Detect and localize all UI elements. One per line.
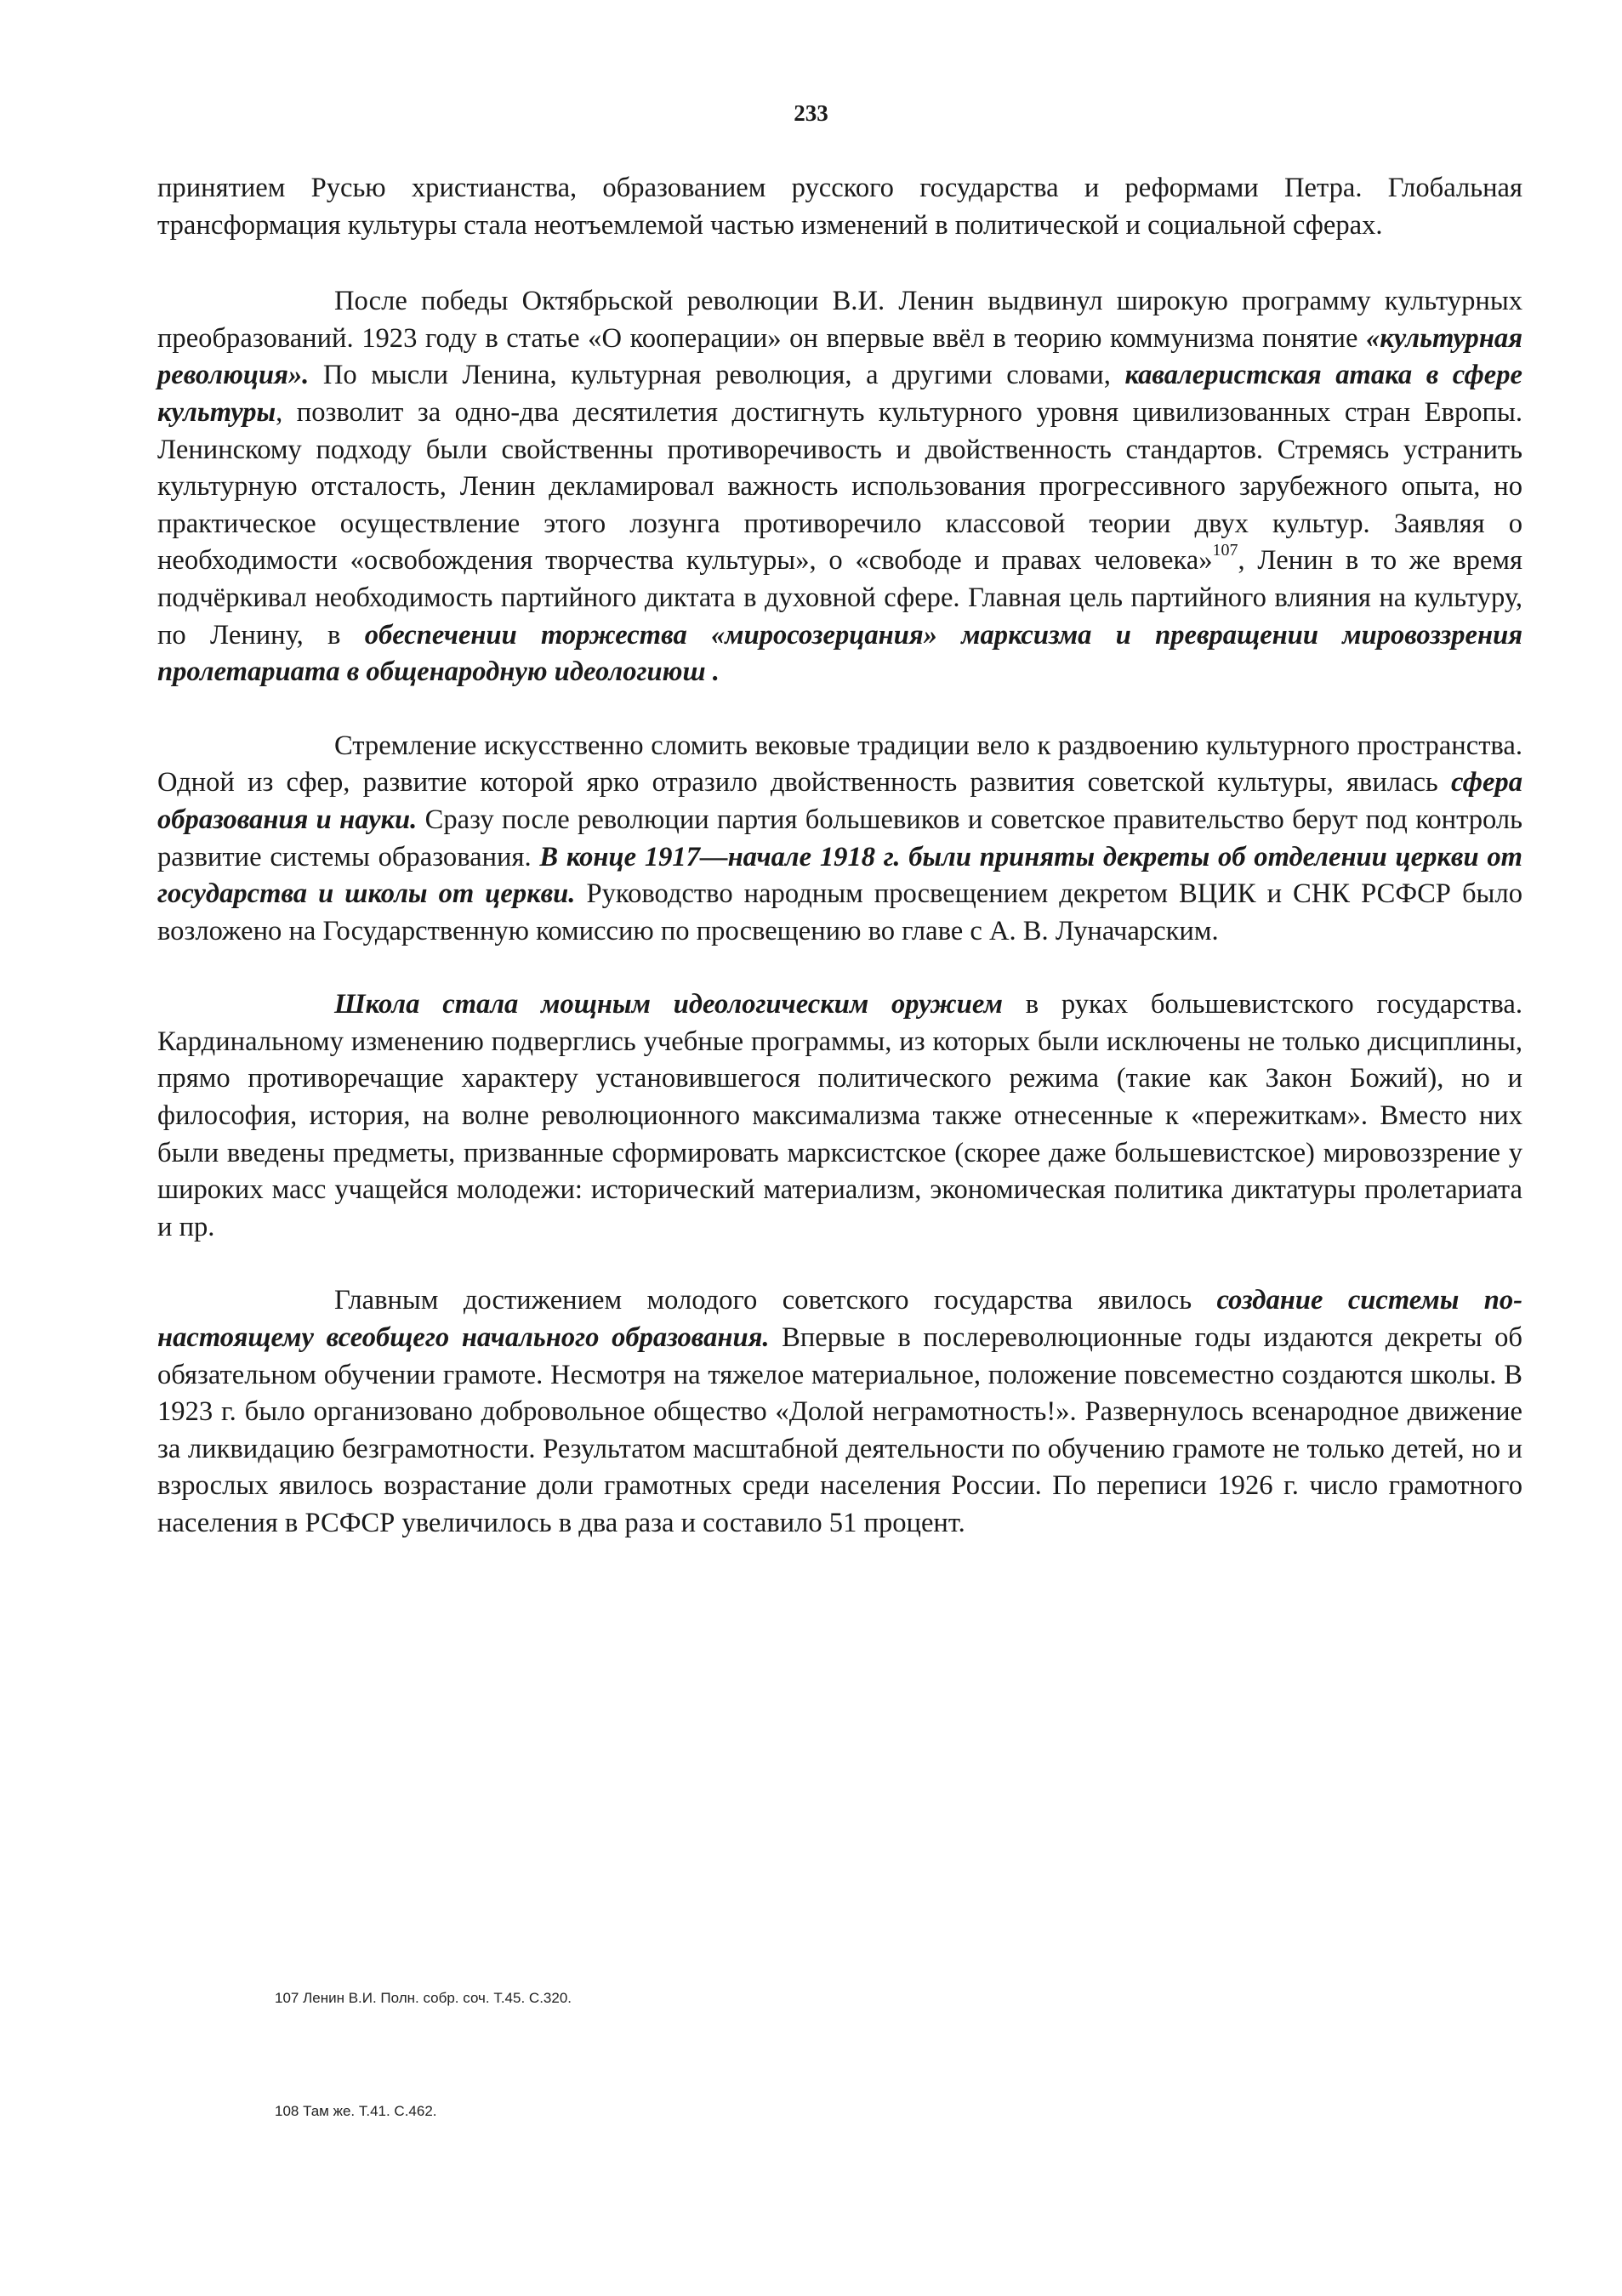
emphasis-text: создание системы по-настоящему всеобщего начального образования. (157, 1285, 1522, 1354)
paragraph-text: После победы Октябрьской революции В.И. Ленин выдвинул широкую программу культурных преобразований. 1923 году в статье «О кооперации» он впервые ввёл в теорию коммунизма понятие (157, 286, 1522, 354)
footnote: 107 Ленин В.И. Полн. собр. соч. Т.45. С.320. (275, 1990, 572, 2006)
footnote-ref: 107 (1212, 541, 1238, 560)
paragraph-text: принятием Русью христианства, образованием русского государства и реформами Петра. Глобальная трансформация культуры стала неотъемлемой частью изменений в политической и социальной сферах. (157, 173, 1522, 241)
emphasis-text: сфера образования и науки. (157, 767, 1522, 835)
emphasis-text: кавалеристская атака в сфере культуры (157, 360, 1522, 428)
emphasis-text: Школа стала мощным идеологическим оружием (334, 989, 1003, 1020)
emphasis-text: обеспечении торжества «миросозерцания» марксизма и превращении мировоззрения пролетариата в общенародную идеологиюш . (157, 619, 1522, 688)
paragraph-text: в руках большевистского государства. Кардинальному изменению подверглись учебные программы, из которых были исключены не только дисциплины, прямо противоречащие характеру установившегося политического режима (такие как Закон Божий), но и философия, история, на волне революционного максимализма также отнесенные к «пережиткам». Вместо них были введены предметы, призванные сформировать марксистское (скорее даже большевистское) мировоззрение у широких масс учащейся молодежи: исторический материализм, экономическая политика диктатуры пролетариата и пр. (157, 989, 1522, 1242)
paragraph-text: , Ленин в то же время подчёркивал необходимость партийного диктата в духовной сфере. Главная цель партийного влияния на культуру, по Ленину, в (157, 545, 1522, 651)
emphasis-text: «культурная революция». (157, 322, 1522, 391)
paragraph (157, 986, 1522, 1246)
paragraph-text: Впервые в послереволюционные годы издаются декреты об обязательном обучении грамоте. Несмотря на тяжелое материальное, положение повсеместно создаются школы. В 1923 г. было организовано добровольное общество «Долой неграмотность!». Развернулось всенародное движение за ликвидацию безграмотности. Результатом масштабной деятельности по обучению грамоте не только детей, но и взрослых явилось возрастание доли грамотных среди населения России. По переписи 1926 г. число грамотного населения в РСФСР увеличилось в два раза и составило 51 процент. (157, 1322, 1522, 1538)
paragraph (157, 728, 1522, 951)
paragraph-text: , позволит за одно-два десятилетия достигнуть культурного уровня цивилизованных стран Европы. Ленинскому подходу были свойственны противоречивость и двойственность стандартов. Стремясь устранить культурную отсталость, Ленин декламировал важность использования прогрессивного зарубежного опыта, но практическое осуществление этого лозунга противоречило классовой теории двух культур. Заявляя о необходимости «освобождения творчества культуры», о «свободе и правах человека» (157, 396, 1522, 577)
paragraph (157, 1282, 1522, 1542)
emphasis-text: В конце 1917—начале 1918 г. были приняты декреты об отделении церкви от государства и школы от церкви. (157, 841, 1522, 910)
footnote: 108 Там же. Т.41. С.462. (275, 2103, 437, 2119)
paragraph-text: Руководство народным просвещением декретом ВЦИК и СНК РСФСР было возложено на Государственную комиссию по просвещению во главе с А. В. Луначарским. (157, 878, 1522, 946)
paragraph-text: Сразу после революции партия большевиков и советское правительство берут под контроль развитие системы образования. (157, 804, 1523, 872)
page-number: 233 (794, 100, 828, 126)
paragraph-text: Главным достижением молодого советского государства явилось (334, 1285, 1217, 1316)
paragraph (157, 170, 1522, 244)
paragraph-text: По мысли Ленина, культурная революция, а другими словами, (309, 360, 1125, 391)
body-text (157, 170, 1522, 1579)
paragraph-text: Стремление искусственно сломить вековые традиции вело к раздвоению культурного пространства. Одной из сфер, развитие которой ярко отразило двойственность развития советской культуры, явилась (157, 730, 1522, 798)
paragraph (157, 283, 1522, 691)
